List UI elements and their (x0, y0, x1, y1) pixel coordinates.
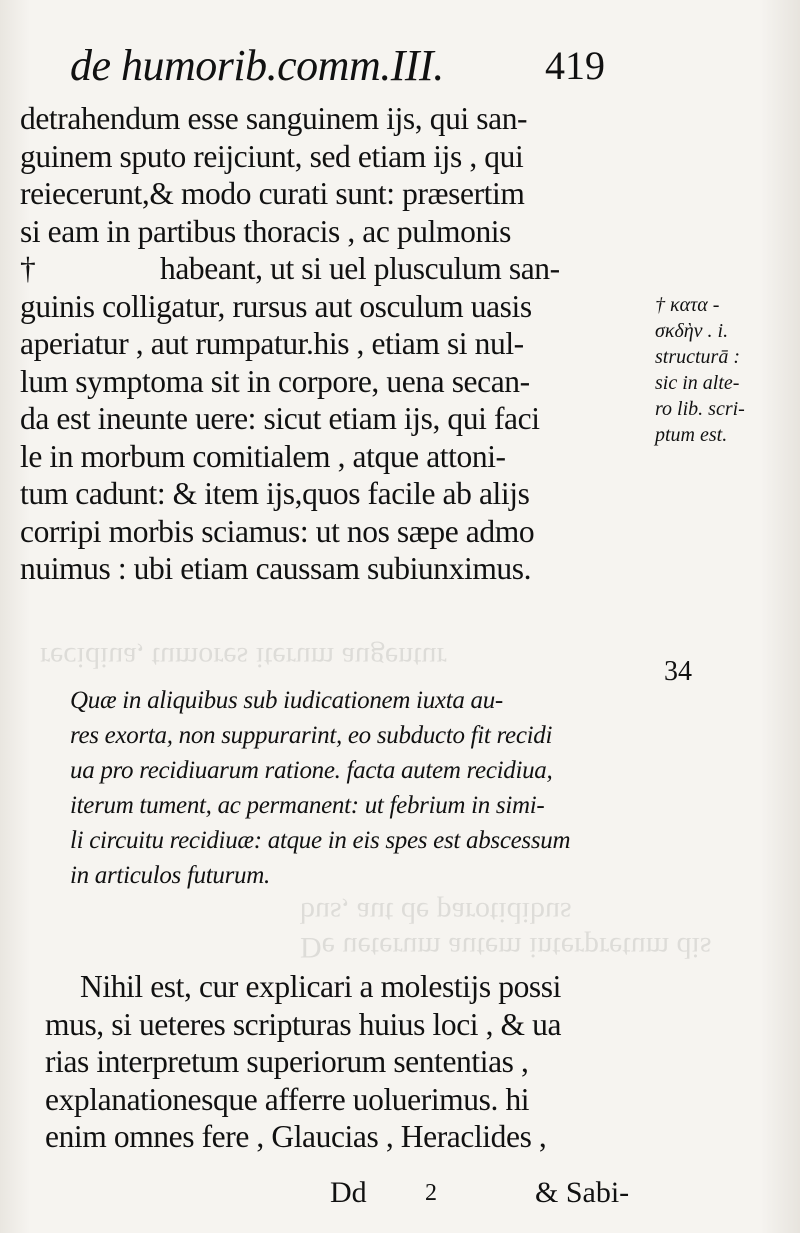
bleed-through-text-3: De ueterum autem interpretum dis (300, 931, 712, 964)
page-number: 419 (545, 43, 605, 88)
text-line: tum cadunt: & item ijs,quos facile ab alijs (20, 476, 530, 511)
aphorism-line: in articulos futurum. (70, 862, 270, 889)
aphorism-line: ua pro recidiuarum ratione. facta autem recidiua, (70, 757, 553, 784)
aphorism-line: li circuitu recidiuæ: atque in eis spes est abscessum (70, 827, 571, 854)
text-line: guinem sputo reijciunt, sed etiam ijs , qui (20, 138, 524, 174)
text-line: lum symptoma sit in corpore, uena secan- (20, 363, 530, 399)
commentary-paragraph (45, 968, 660, 1156)
commentary-line: mus, si ueteres scripturas huius loci , & ua (45, 1006, 562, 1042)
margin-note-line: σκδὴν . i. (655, 320, 729, 342)
signature-number: 2 (425, 1180, 437, 1206)
commentary-line: rias interpretum superiorum sententias , (45, 1044, 529, 1079)
text-line: si eam in partibus thoracis , ac pulmonis (20, 213, 511, 249)
aphorism-line: Quæ in aliquibus sub iudicationem iuxta au- (70, 687, 503, 714)
aphorism-line: iterum tument, ac permanent: ut febrium in simi- (70, 792, 545, 819)
aphorism-text (70, 683, 655, 893)
margin-note-line: † κατα - (655, 294, 720, 316)
aphorism-line: res exorta, non suppurarint, eo subducto fit recidi (70, 722, 553, 749)
text-line: habeant, ut si uel plusculum san- (160, 251, 560, 286)
commentary-line: enim omnes fere , Glaucias , Heraclides , (45, 1119, 547, 1154)
text-line: corripi morbis sciamus: ut nos sæpe admo (20, 513, 535, 549)
text-line: da est ineunte uere: sicut etiam ijs, qui faci (20, 401, 540, 436)
text-line: detrahendum esse sanguinem ijs, qui san- (20, 101, 528, 136)
margin-note-line: sic in alte- (655, 372, 740, 394)
text-line: guinis colligatur, rursus aut osculum uasis (20, 288, 532, 324)
bleed-through-text-2: bus, aut de parotidibus (300, 896, 572, 929)
text-line: nuimus : ubi etiam caussam subiunximus. (20, 551, 532, 586)
dagger-mark: † (20, 251, 36, 286)
margin-note-line: ptum est. (655, 424, 728, 446)
page-footer (330, 1176, 660, 1216)
running-title: de humorib.comm.III. (70, 41, 444, 90)
section-number: 34 (664, 656, 692, 687)
text-line: le in morbum comitialem , atque attoni- (20, 438, 506, 474)
marginal-note (655, 292, 795, 448)
commentary-line: explanationesque afferre uoluerimus. hi (45, 1081, 530, 1117)
signature-mark: Dd (330, 1176, 367, 1209)
text-line-with-dagger (20, 250, 650, 288)
bleed-through-text-1: recidiua, tumores iterum augentur (40, 641, 447, 674)
text-line: reiecerunt,& modo curati sunt: præsertim (20, 176, 525, 211)
catchword: & Sabi- (535, 1176, 630, 1209)
text-line: aperiatur , aut rumpatur.his , etiam si nul- (20, 326, 524, 361)
main-paragraph (20, 100, 650, 588)
margin-note-line: ro lib. scri- (655, 398, 745, 420)
margin-note-line: structurā : (655, 346, 740, 368)
commentary-line: Nihil est, cur explicari a molestijs possi (80, 969, 561, 1004)
running-header (70, 40, 670, 90)
